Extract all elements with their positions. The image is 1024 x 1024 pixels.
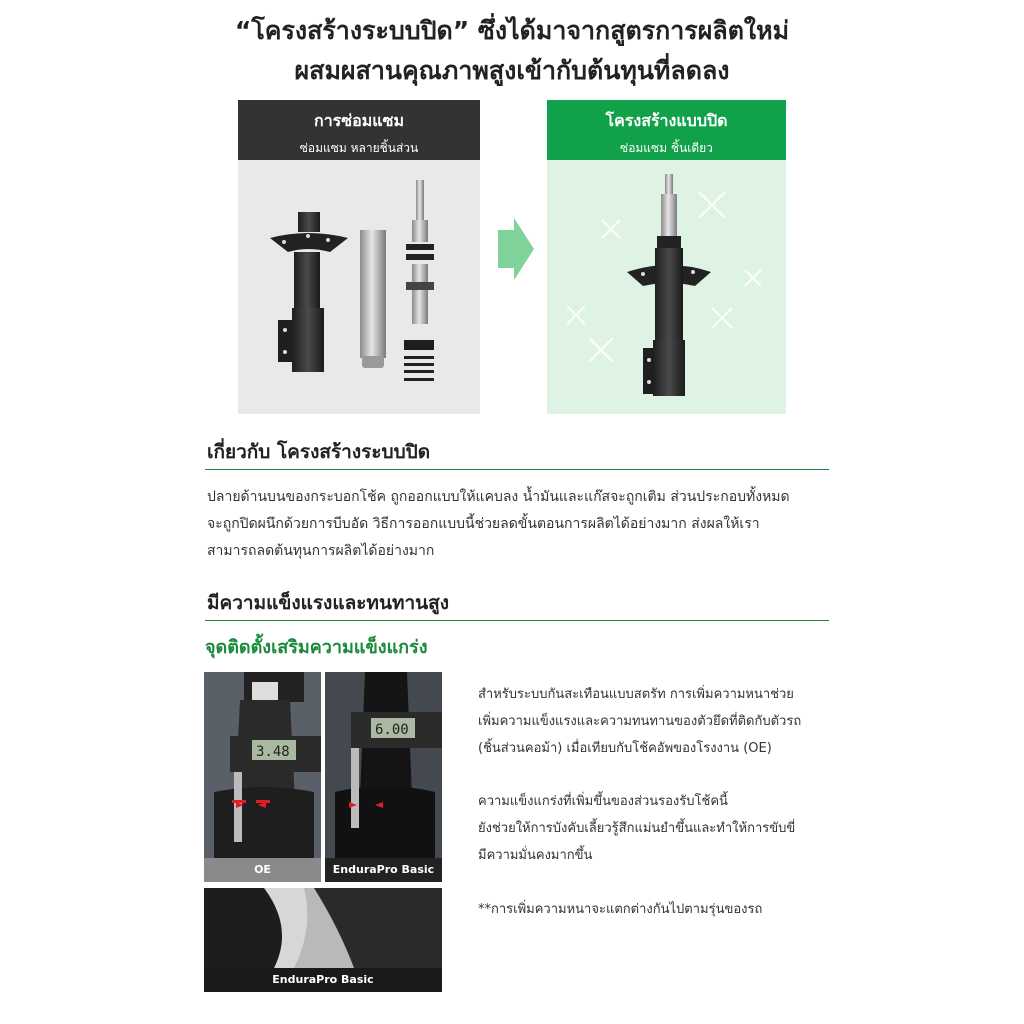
about-section-title: เกี่ยวกับ โครงสร้างระบบปิด: [207, 441, 431, 463]
thickness-note: **การเพิ่มความหนาจะแตกต่างกันไปตามรุ่นของรถ: [478, 902, 763, 917]
about-line-1: ปลายด้านบนของกระบอกโช้ค ถูกออกแบบให้แคบลง น้ำมันและแก๊สจะถูกเติม ส่วนประกอบทั้งหมด: [207, 489, 790, 505]
closed-structure-subtitle: ซ่อมแซม ชิ้นเดียว: [620, 141, 713, 155]
steering-paragraph-line-1: ความแข็งแกร่งที่เพิ่มขึ้นของส่วนรองรับโช้คนี้: [478, 794, 728, 809]
endurapro-caliper-photo: [325, 672, 442, 858]
repair-panel-image: [238, 160, 480, 414]
repair-panel-subtitle: ซ่อมแซม หลายชิ้นส่วน: [299, 141, 419, 155]
about-divider: [205, 469, 829, 470]
about-paragraph: [207, 484, 837, 565]
endurapro-caption: EnduraPro Basic: [325, 858, 442, 882]
about-line-3: สามารถลดต้นทุนการผลิตได้อย่างมาก: [207, 543, 435, 559]
mount-thickness-paragraph: [478, 681, 848, 762]
sealed-shock-illustration: [547, 160, 786, 414]
mount-paragraph-line-2: เพิ่มความแข็งแรงและความทนทานของตัวยึดที่ติดกับตัวรถ: [478, 714, 802, 729]
steering-paragraph: [478, 788, 848, 869]
headline-line-1: “โครงสร้างระบบปิด” ซึ่งได้มาจากสูตรการผลิตใหม่: [234, 16, 790, 45]
oe-caption: OE: [204, 858, 321, 882]
reinforced-mount-subtitle: จุดติดตั้งเสริมความแข็งแกร่ง: [205, 637, 428, 658]
endurapro-caliper-readout: 6.00: [375, 722, 409, 738]
disassembled-shock-illustration: [238, 160, 480, 414]
steering-paragraph-line-2: ยังช่วยให้การบังคับเลี้ยวรู้สึกแม่นยำขึ้นและทำให้การขับขี่: [478, 821, 796, 836]
about-line-2: จะถูกปิดผนึกด้วยการบีบอัด วิธีการออกแบบนี้ช่วยลดขั้นตอนการผลิตได้อย่างมาก ส่งผลให้เรา: [207, 516, 760, 532]
closed-structure-panel-image: [547, 160, 786, 414]
repair-panel-title: การซ่อมแซม: [314, 111, 404, 130]
oe-caliper-photo: [204, 672, 321, 858]
strength-divider: [205, 620, 829, 621]
strength-section-title: มีความแข็งแรงและทนทานสูง: [207, 592, 449, 614]
closed-structure-title: โครงสร้างแบบปิด: [605, 111, 728, 130]
headline-line-2: ผสมผสานคุณภาพสูงเข้ากับต้นทุนที่ลดลง: [294, 56, 730, 85]
mount-paragraph-line-3: (ชิ้นส่วนคอม้า) เมื่อเทียบกับโช้คอัพของโรงงาน (OE): [478, 741, 772, 756]
endurapro-closeup-photo: [204, 888, 442, 968]
oe-caliper-readout: 3.48: [256, 744, 290, 760]
arrow-right-icon: [496, 216, 536, 282]
steering-paragraph-line-3: มีความมั่นคงมากขึ้น: [478, 848, 593, 863]
mount-paragraph-line-1: สำหรับระบบกันสะเทือนแบบสตรัท การเพิ่มความหนาช่วย: [478, 687, 794, 702]
repair-panel-header: [238, 100, 480, 160]
endurapro-closeup-caption: EnduraPro Basic: [204, 968, 442, 992]
closed-structure-panel-header: [547, 100, 786, 160]
